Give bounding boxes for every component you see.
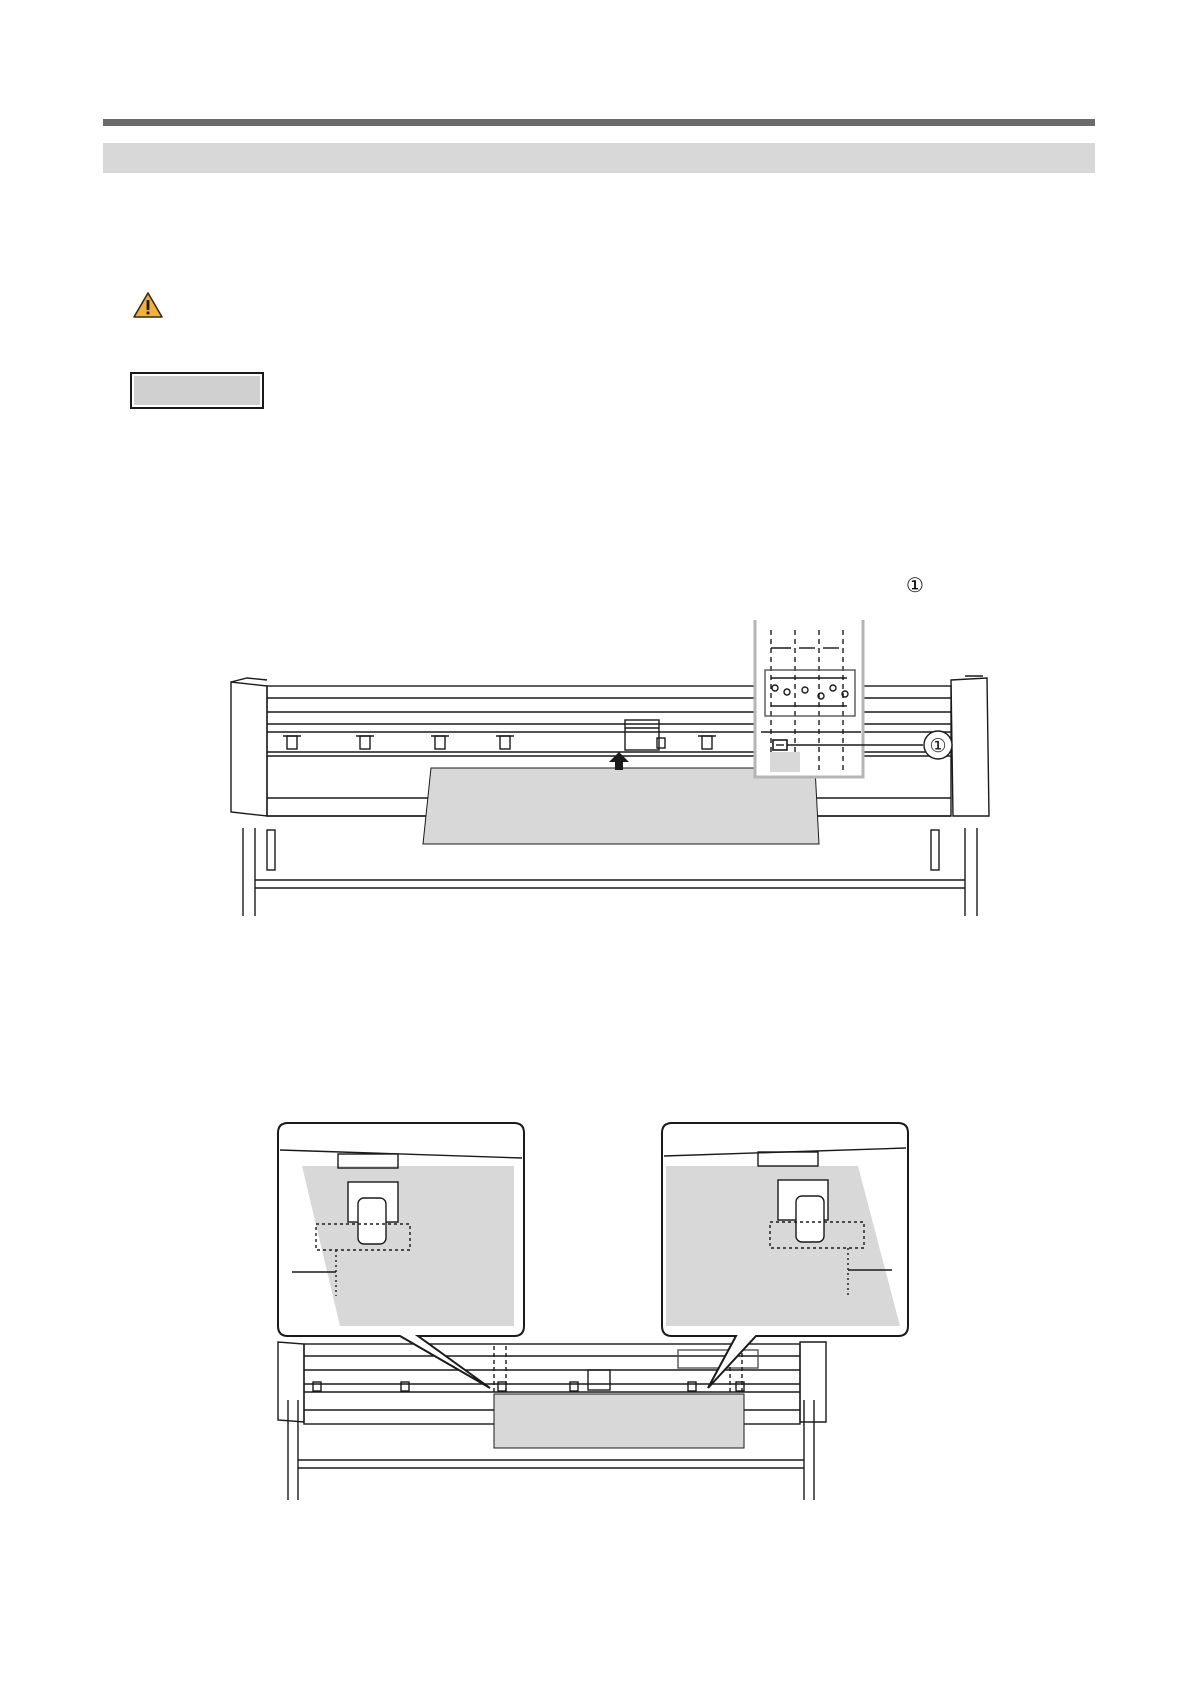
edge-detail-highlight	[755, 620, 863, 777]
plotter-lower-view	[278, 1342, 826, 1500]
zoom-detail-left	[278, 1123, 524, 1388]
figure-pinch-roller-positions	[268, 1120, 1008, 1500]
warning-triangle-icon	[133, 292, 163, 318]
feed-arrow-icon	[609, 752, 629, 770]
zoom-detail-right	[662, 1123, 908, 1388]
loaded-material	[423, 768, 819, 844]
important-label-box	[130, 372, 264, 409]
callout-number-1: ①	[929, 736, 947, 757]
callout-reference-1: ①	[906, 575, 924, 597]
figure-plotter-front-view	[225, 620, 1025, 916]
section-title-bar	[103, 143, 1095, 173]
header-rule	[103, 119, 1095, 126]
